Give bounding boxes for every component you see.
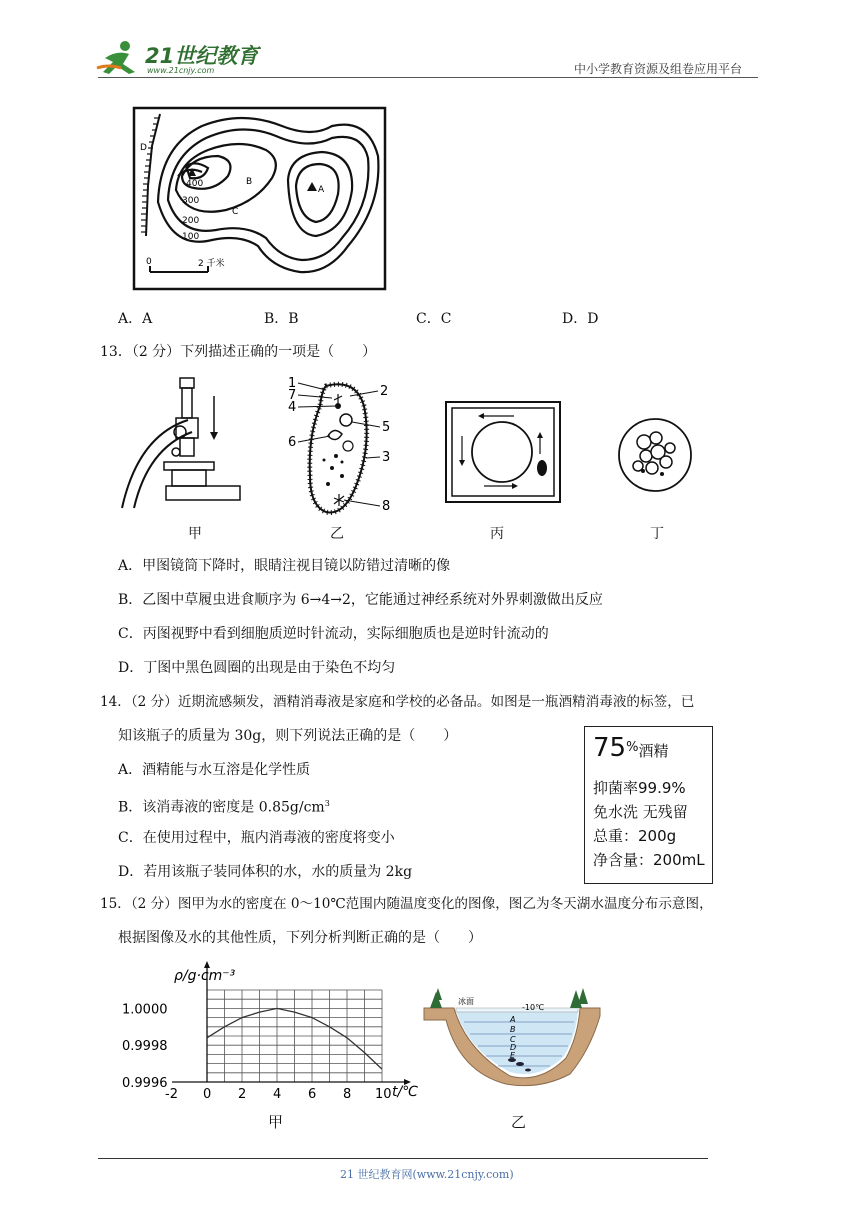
alcohol-label-line4: 净含量：200mL	[593, 851, 705, 869]
contour-map	[132, 106, 388, 292]
lake-temp-label: -10℃	[522, 1003, 545, 1012]
scale-zero: 0	[146, 257, 152, 267]
alcohol-percent-sign: %	[626, 740, 639, 755]
chart-x-tick-label: 6	[308, 1087, 317, 1102]
footer-divider	[98, 1158, 708, 1159]
alcohol-percent-value: 75	[593, 733, 627, 763]
q14-option-a[interactable]: A．酒精能与水互溶是化学性质	[118, 762, 311, 778]
header-divider	[98, 77, 758, 78]
q14-option-c[interactable]: C．在使用过程中，瓶内消毒液的密度将变小	[118, 830, 395, 846]
q15-fig-label-jia: 甲	[268, 1113, 284, 1131]
q13-option-a[interactable]: A．甲图镜筒下降时，眼睛注视目镜以防错过清晰的像	[118, 558, 451, 574]
map-label-b: B	[246, 177, 253, 187]
para-num-4: 4	[288, 400, 297, 415]
runner-logo-icon	[95, 38, 145, 78]
cell-flow-figure	[444, 400, 562, 504]
logo-url: www.21cnjy.com	[147, 66, 215, 75]
q15-stem-line1: 15．（2 分）图甲为水的密度在 0～10℃范围内随温度变化的图像，图乙为冬天湖水温度分布示意图，	[100, 896, 713, 912]
density-chart	[116, 958, 426, 1108]
q12-option-a[interactable]: A．A	[118, 311, 153, 327]
map-label-c: C	[232, 207, 239, 217]
chart-x-tick-label: 10	[375, 1087, 392, 1102]
q13-option-d[interactable]: D．丁图中黑色圆圈的出现是由于染色不均匀	[118, 660, 396, 676]
q14-option-b-sup: 3	[324, 799, 330, 808]
q12-option-b[interactable]: B．B	[264, 311, 299, 327]
q14-option-d[interactable]: D．若用该瓶子装同体积的水，水的质量为 2kg	[118, 864, 413, 880]
paramecium-figure	[286, 376, 396, 521]
lake-label-d: D	[510, 1043, 517, 1052]
alcohol-label-line1: 抑菌率99.9%	[593, 779, 686, 797]
alcohol-label-line3: 总重：200g	[593, 827, 677, 845]
chart-x-tick-label: -2	[165, 1087, 178, 1102]
stained-cells-figure	[616, 416, 694, 494]
q14-stem-line2: 知该瓶子的质量为 30g，则下列说法正确的是（ ）	[118, 728, 458, 744]
chart-y-label: ρ/g·cm⁻³	[174, 968, 236, 984]
map-label-200: 200	[182, 216, 200, 226]
q13-stem: 13．（2 分）下列描述正确的一项是（ ）	[100, 344, 377, 360]
chart-y-tick-label: 1.0000	[122, 1002, 168, 1018]
alcohol-name: 酒精	[638, 742, 669, 760]
para-num-7: 7	[288, 388, 297, 403]
para-num-5: 5	[382, 420, 391, 435]
chart-x-tick-label: 2	[238, 1087, 247, 1102]
q13-option-c[interactable]: C．丙图视野中看到细胞质逆时针流动，实际细胞质也是逆时针流动的	[118, 626, 549, 642]
q15-fig-label-yi: 乙	[511, 1113, 527, 1131]
scale-value: 2 千米	[198, 259, 225, 269]
para-num-8: 8	[382, 499, 391, 514]
chart-x-tick-label: 8	[343, 1087, 352, 1102]
chart-y-arrow	[204, 961, 210, 968]
para-num-1: 1	[288, 376, 297, 391]
chart-y-tick-label: 0.9998	[122, 1039, 168, 1055]
q12-option-d[interactable]: D．D	[562, 311, 599, 327]
map-label-a: A	[318, 185, 325, 195]
map-label-300: 300	[182, 196, 200, 206]
chart-x-tick-label: 4	[273, 1087, 282, 1102]
q14-option-b[interactable]	[118, 794, 330, 818]
chart-x-label: t/℃	[392, 1084, 418, 1100]
q13-option-b[interactable]: B．乙图中草履虫进食顺序为 6→4→2，它能通过神经系统对外界刺激做出反应	[118, 592, 603, 608]
q12-option-c[interactable]: C．C	[416, 311, 452, 327]
footer-text[interactable]: 21 世纪教育网(www.21cnjy.com)	[340, 1168, 514, 1181]
q13-fig-label-bing: 丙	[490, 526, 504, 542]
chart-x-tick-label: 0	[203, 1087, 212, 1102]
alcohol-label-line2: 免水洗 无残留	[593, 803, 688, 821]
header-right-text: 中小学教育资源及组卷应用平台	[574, 62, 743, 76]
header-logo	[95, 38, 265, 78]
lake-label-c: C	[510, 1035, 516, 1044]
lake-label-e: E	[510, 1051, 516, 1060]
lake-figure	[420, 980, 604, 1090]
map-label-400: 400	[186, 179, 204, 189]
lake-label-b: B	[510, 1025, 516, 1034]
q13-fig-label-yi: 乙	[330, 526, 344, 542]
chart-y-tick-label: 0.9996	[122, 1076, 168, 1091]
alcohol-label	[584, 726, 713, 884]
q15-stem-line2: 根据图像及水的其他性质，下列分析判断正确的是（ ）	[118, 930, 482, 946]
lake-ice-label: 冰面	[458, 997, 474, 1006]
q13-fig-label-ding: 丁	[650, 526, 664, 542]
logo-text: 21世纪教育	[145, 44, 259, 68]
para-num-6: 6	[288, 435, 297, 450]
para-num-3: 3	[382, 450, 391, 465]
q14-option-b-text: B．该消毒液的密度是 0.85g/cm	[118, 799, 325, 816]
q14-stem-line1: 14．（2 分）近期流感频发，酒精消毒液是家庭和学校的必备品。如图是一瓶酒精消毒液的标签，已	[100, 694, 695, 710]
alcohol-label-percent	[593, 733, 668, 766]
map-label-100: 100	[182, 232, 200, 242]
microscope-figure	[118, 376, 248, 516]
map-label-d: D	[140, 143, 147, 153]
lake-label-a: A	[510, 1015, 516, 1024]
para-num-2: 2	[380, 384, 389, 399]
q13-fig-label-jia: 甲	[188, 526, 202, 542]
